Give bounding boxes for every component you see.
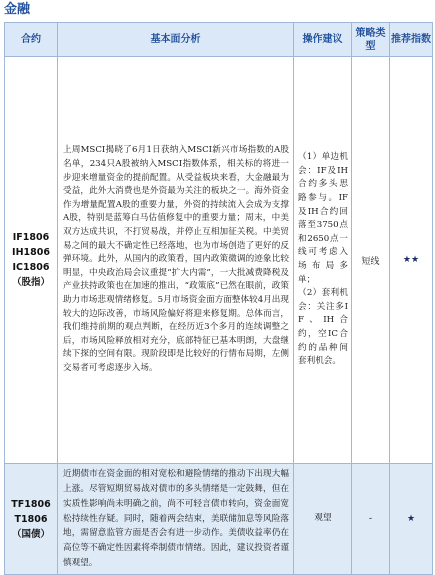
contract-category: （国债） (11, 528, 50, 540)
contract-code: IF1806 (12, 232, 50, 243)
header-contract: 合约 (5, 23, 58, 57)
rating-stars: ★★ (390, 57, 433, 464)
header-rating: 推荐指数 (390, 23, 433, 57)
header-advice: 操作建议 (294, 23, 352, 57)
contract-code: TF1806 (11, 498, 51, 510)
table-row (5, 57, 433, 464)
header-analysis: 基本面分析 (58, 23, 294, 57)
analysis-cell: 近期债市在资金面的相对宽松和避险情绪的推动下出现大幅上涨。尽管短期贸易战对债市的多头情绪是一定鼓舞，但在实质性影响尚未明确之前，尚不可轻言债市转向，资金面宽松持续性存疑。同时，随着两会结束，美联储加息等风险落地，需留意监管方面是否会有进一步动作。美债收益率仍在高位等不确定性因素将牵制债市情绪。因此，建议投资者谨慎观望。 (58, 464, 294, 575)
contract-category: （股指） (11, 277, 50, 288)
contract-code: IC1806 (12, 262, 50, 273)
strategy-type-cell: - (352, 464, 390, 575)
table-header-row (5, 23, 433, 57)
advice-cell (294, 57, 352, 464)
advice-text: （1）单边机会：IF及IH合约多头思路参与。IF及IH合约回落至3750点和2650点一线可考虑入场布局多单； （2）套利机会：关注多IF、IH合约，空IC合约的品种间套利机会。 (298, 152, 348, 367)
rating-stars: ★ (390, 464, 433, 575)
header-strategy-type: 策略类型 (352, 23, 390, 57)
analysis-cell: 上周MSCI揭晓了6月1日获纳入MSCI新兴市场指数的A股名单，234只A股被纳入MSCI指数体系，相关标的将进一步迎来增量资金的提前配置。从受益板块来看，大金融最为受益，此外大消费也是外资最为关注的板块之一。海外资金作为增量配置A股的重要力量，外资的持续流入会成为支撑A股，特别是蓝筹白马估值修复中的重要力量；周末，中美双方达成共识，不打贸易战，并停止互相加征关税。中美贸易之间的最大不确定性已经落地，也为市场创造了更好的反弹环境。此外，从国内的政策看，国内政策微调的迹象比较明显，中央政治局会议重提“扩大内需”，一大批减费降税及产业扶持政策也在加速的推出，“政策底”已然在眼前，政策助力市场悲观情绪修复。5月市场资金面方面整体较4月出现较大的边际改善，市场风险偏好将迎来修复期。总体而言，我们维持前期的观点判断，在经历近3个多月的连续调整之后，市场风险释放相对充分，底部特征已基本明朗，大盘继续下探的空间有限。现阶段即是比较好的行情布局期，左侧交易者可考虑逐步入场。 (58, 57, 294, 464)
strategy-type-cell: 短线 (352, 57, 390, 464)
contract-code: IH1806 (12, 247, 50, 258)
contract-cell (5, 464, 58, 575)
advice-cell: 观望 (294, 464, 352, 575)
contract-cell (5, 57, 58, 464)
contract-code: T1806 (14, 513, 48, 525)
section-title: 金融 (4, 2, 31, 17)
table-row (5, 464, 433, 575)
futures-strategy-table (4, 22, 433, 575)
